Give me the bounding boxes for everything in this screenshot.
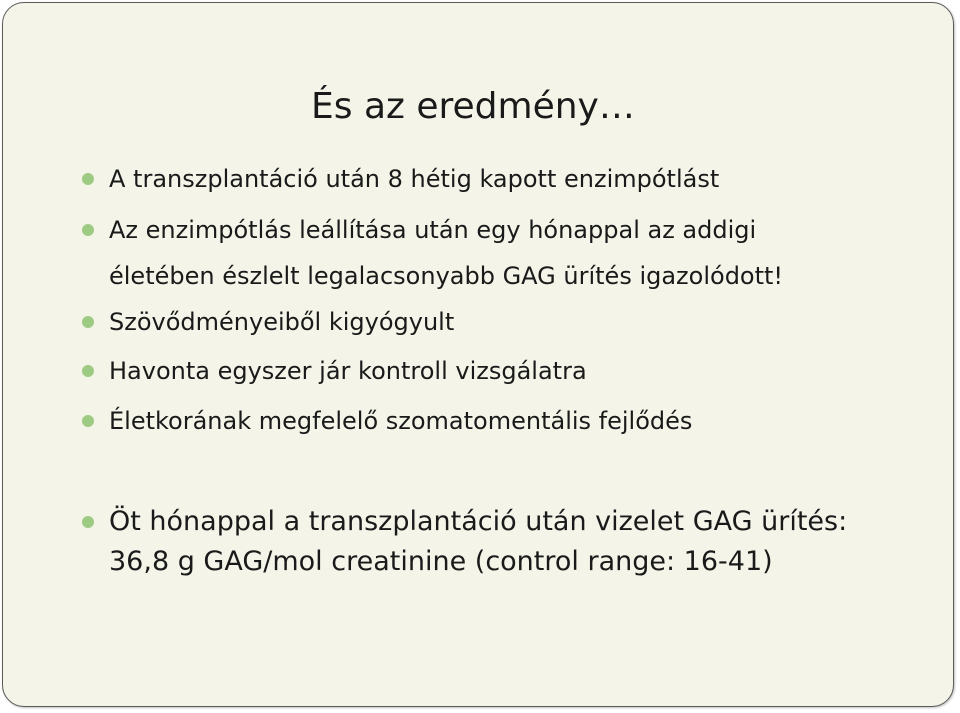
bullet-text: Szövődményeiből kigyógyult: [109, 308, 455, 336]
bullet-text: életében észlelt legalacsonyabb GAG ürítés igazolódott!: [109, 262, 784, 290]
slide: [2, 2, 954, 707]
bullet-text: A transzplantáció után 8 hétig kapott enzimpótlást: [109, 165, 720, 193]
bullet-item: [109, 156, 719, 202]
bullet-text: Az enzimpótlás leállítása után egy hónappal az addigi: [109, 216, 757, 244]
bullet-dot-icon: [82, 516, 94, 528]
bullet-item: [109, 348, 587, 394]
bullet-item: [109, 207, 783, 299]
bullet-dot-icon: [82, 415, 94, 427]
bullet-text: Öt hónappal a transzplantáció után vizelet GAG ürítés:: [109, 506, 848, 537]
bullet-item: [109, 398, 692, 444]
bullet-text: Életkorának megfelelő szomatomentális fejlődés: [109, 407, 693, 435]
bullet-dot-icon: [82, 173, 94, 185]
bullet-dot-icon: [82, 316, 94, 328]
bullet-dot-icon: [82, 224, 94, 236]
bullet-item: [109, 502, 847, 582]
bullet-text: 36,8 g GAG/mol creatinine (control range: 16-41): [109, 546, 773, 577]
bullet-text: Havonta egyszer jár kontroll vizsgálatra: [109, 357, 587, 385]
slide-title: És az eredmény…: [311, 86, 635, 127]
bullet-dot-icon: [82, 365, 94, 377]
bullet-item: [109, 299, 454, 345]
